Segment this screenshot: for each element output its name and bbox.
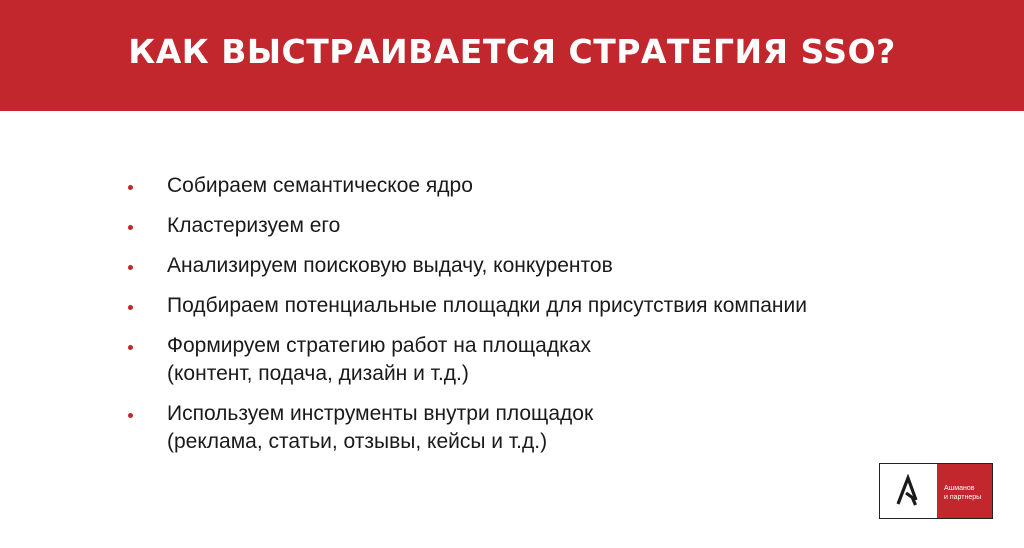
bullet-icon (128, 305, 133, 310)
bullet-icon (128, 265, 133, 270)
steps-list (128, 172, 908, 468)
bullet-icon (128, 413, 133, 418)
bullet-icon (128, 185, 133, 190)
list-item (128, 292, 908, 320)
list-item-subtext: (контент, подача, дизайн и т.д.) (167, 362, 469, 385)
logo-text-line2: и партнеры (944, 494, 982, 501)
title-banner (0, 0, 1024, 111)
list-item (128, 400, 908, 456)
list-item-text: Кластеризуем его (167, 214, 341, 237)
list-item-text: Используем инструменты внутри площадок (167, 402, 594, 425)
list-item-text: Анализируем поисковую выдачу, конкурентов (167, 254, 613, 277)
bullet-icon (128, 225, 133, 230)
list-item-text: Собираем семантическое ядро (167, 174, 473, 197)
list-item (128, 252, 908, 280)
page-title: КАК ВЫСТРАИВАЕТСЯ СТРАТЕГИЯ SSO? (128, 32, 896, 71)
list-item-subtext: (реклама, статьи, отзывы, кейсы и т.д.) (167, 430, 548, 453)
list-item (128, 172, 908, 200)
bullet-icon (128, 345, 133, 350)
logo-wordmark (937, 464, 992, 518)
list-item (128, 332, 908, 388)
list-item-text: Формируем стратегию работ на площадках (167, 334, 591, 357)
cursor-logo-icon (880, 464, 937, 518)
logo-text-line1: Ашманов (944, 485, 975, 492)
list-item-text: Подбираем потенциальные площадки для присутствия компании (167, 294, 807, 317)
company-logo (879, 463, 993, 519)
list-item (128, 212, 908, 240)
